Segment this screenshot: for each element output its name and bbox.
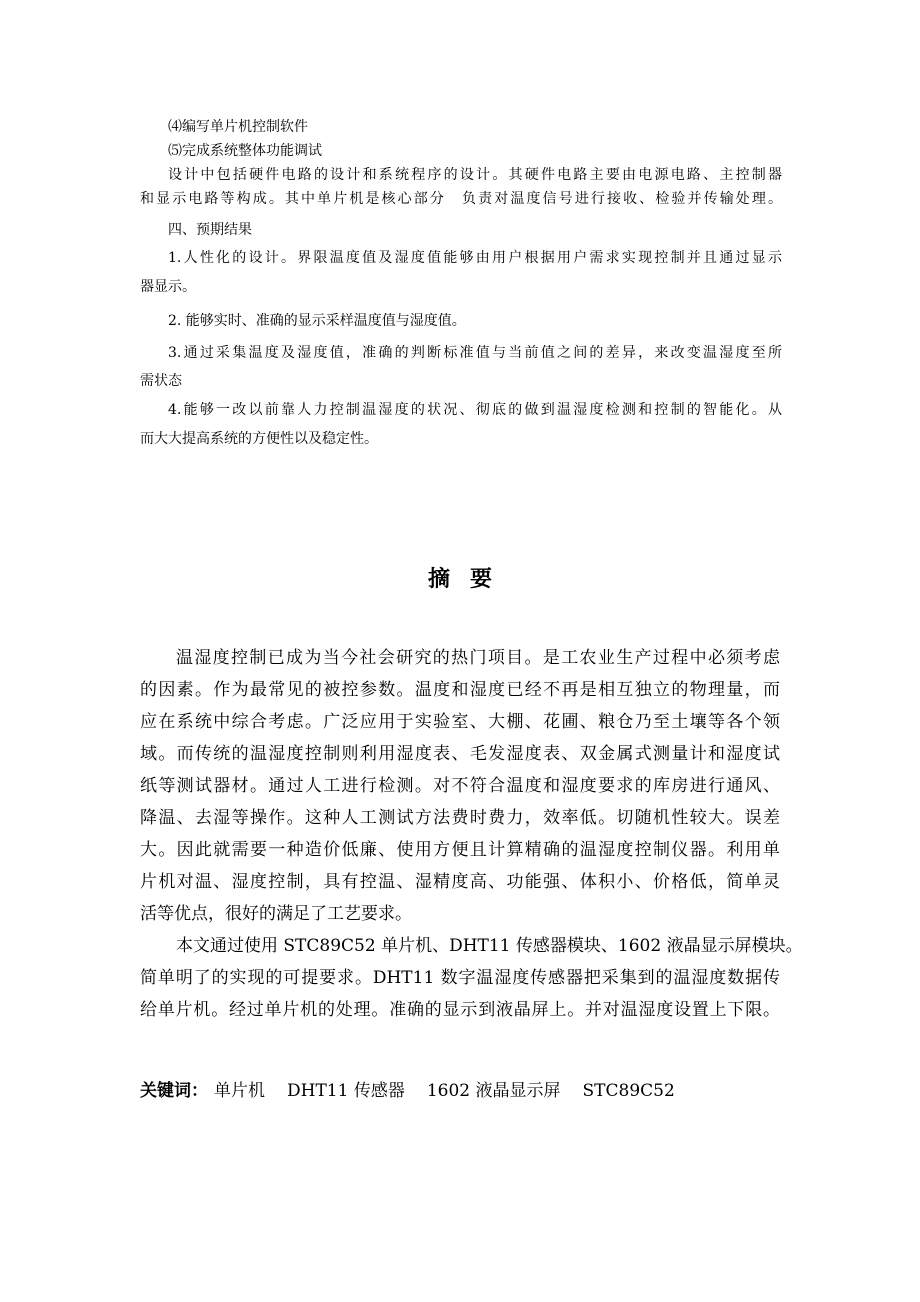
result-item-line: 需状态: [140, 373, 182, 389]
result-item-line: 4.能够一改以前靠人力控制温湿度的状况、彻底的做到温湿度检测和控制的智能化。从: [168, 402, 782, 418]
keyword: 1602 液晶显示屏: [426, 1081, 561, 1101]
result-item-line: 器显示。: [140, 279, 196, 295]
abstract-line: 纸等测试器材。通过人工进行检测。对不符合温度和湿度要求的库房进行通风、: [140, 776, 780, 796]
design-paragraph-line: 设计中包括硬件电路的设计和系统程序的设计。其硬件电路主要由电源电路、主控制器: [168, 167, 782, 183]
result-item-line: 3.通过采集温度及湿度值，准确的判断标准值与当前值之间的差异，来改变温湿度至所: [168, 345, 782, 361]
abstract-title: 摘要: [427, 566, 512, 592]
abstract-line: 的因素。作为最常见的被控参数。温度和湿度已经不再是相互独立的物理量，而: [140, 680, 780, 700]
result-item-line: 2. 能够实时、准确的显示采样温度值与湿度值。: [168, 313, 466, 329]
abstract-line: 本文通过使用 STC89C52 单片机、DHT11 传感器模块、1602 液晶显示屏模块。: [176, 936, 803, 956]
abstract-line: 给单片机。经过单片机的处理。准确的显示到液晶屏上。并对温湿度设置上下限。: [140, 1000, 780, 1020]
abstract-line: 降温、去湿等操作。这种人工测试方法费时费力，效率低。切随机性较大。误差: [140, 808, 780, 828]
abstract-line: 域。而传统的温湿度控制则利用湿度表、毛发湿度表、双金属式测量计和湿度试: [140, 744, 780, 764]
abstract-line: 活等优点，很好的满足了工艺要求。: [140, 904, 412, 924]
keywords-label: 关键词：: [140, 1081, 208, 1101]
abstract-line: 片机对温、湿度控制，具有控温、湿精度高、功能强、体积小、价格低，简单灵: [140, 872, 780, 892]
abstract-line: 大。因此就需要一种造价低廉、使用方便且计算精确的温湿度控制仪器。利用单: [140, 840, 780, 860]
keyword: STC89C52: [582, 1081, 675, 1101]
keywords-row: [140, 1076, 675, 1101]
abstract-line: 应在系统中综合考虑。广泛应用于实验室、大棚、花圃、粮仓乃至土壤等各个领: [140, 712, 780, 732]
design-paragraph-line: 和显示电路等构成。其中单片机是核心部分 负责对温度信号进行接收、检验并传输处理。: [140, 191, 782, 207]
result-item-line: 1.人性化的设计。界限温度值及湿度值能够由用户根据用户需求实现控制并且通过显示: [168, 250, 782, 266]
abstract-line: 简单明了的实现的可提要求。DHT11 数字温湿度传感器把采集到的温湿度数据传: [140, 968, 780, 988]
keyword: 单片机: [214, 1081, 265, 1101]
result-item-line: 而大大提高系统的方便性以及稳定性。: [140, 431, 378, 447]
list-item: ⑸完成系统整体功能调试: [168, 143, 322, 159]
list-item: ⑷编写单片机控制软件: [168, 119, 308, 135]
keyword: DHT11 传感器: [287, 1081, 405, 1101]
abstract-line: 温湿度控制已成为当今社会研究的热门项目。是工农业生产过程中必须考虑: [176, 648, 780, 668]
section-heading: 四、预期结果: [168, 222, 252, 238]
